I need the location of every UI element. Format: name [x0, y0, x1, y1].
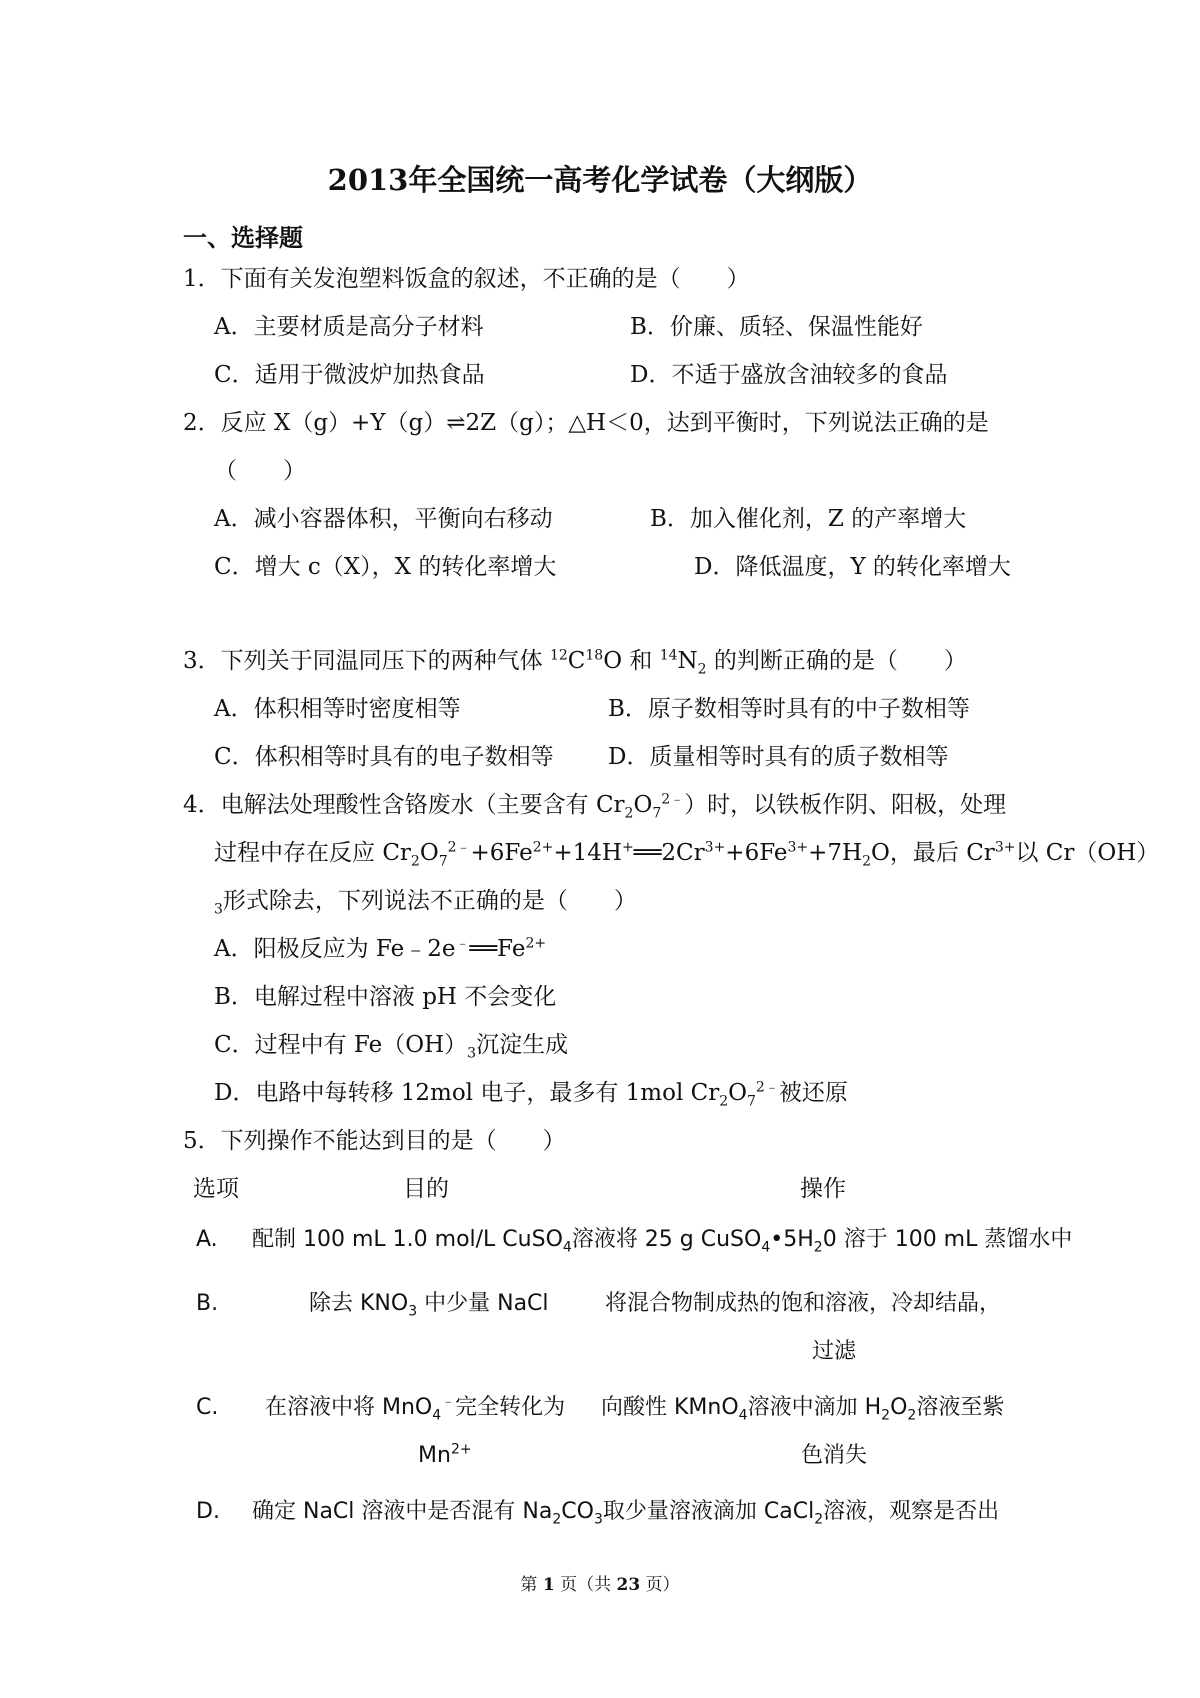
q1-option-a[interactable]: A．主要材质是高分子材料 [214, 314, 484, 340]
q4-option-c[interactable]: C．过程中有 $Fe(OH)_3$沉淀生成 [214, 1032, 569, 1062]
q2-option-a[interactable]: A．减小容器体积，平衡向右移动 [214, 506, 553, 532]
question-4-stem-line2: 过程中存在反应 $Cr_2O_7^{2﹣}+6Fe^{2+}+14H^+══2Cr^{3+}+6Fe^{3+}+7H_2O$，最后 $Cr^{3+}$以 Cr（OH） [214, 839, 1160, 870]
q1-option-c[interactable]: C．适用于微波炉加热食品 [214, 362, 485, 388]
question-2-stem: 2．反应 X（g）+Y（g）⇌2Z（g）；△H＜0，达到平衡时，下列说法正确的是 [183, 410, 989, 436]
row-c-operation-line2: 色消失 [801, 1443, 868, 1468]
question-2-bracket: （ ） [214, 458, 306, 484]
table-header-operation: 操作 [800, 1176, 846, 1202]
section-heading: 一、选择题 [183, 223, 303, 252]
row-c-purpose-line1: 在溶液中将 MnO$_4$﹣完全转化为 [265, 1393, 566, 1424]
q4-option-b[interactable]: B．电解过程中溶液 pH 不会变化 [214, 984, 557, 1010]
q2-option-d[interactable]: D．降低温度，Y 的转化率增大 [694, 554, 1011, 580]
row-b-operation-line1: 将混合物制成热的饱和溶液，冷却结晶， [605, 1291, 1002, 1316]
row-d-label: D. [196, 1499, 220, 1524]
question-4-stem-line3: $_3$形式除去，下列说法不正确的是（ ） [214, 888, 637, 918]
row-b-operation-line2: 过滤 [812, 1339, 857, 1364]
question-5-stem: 5．下列操作不能达到目的是（ ） [183, 1128, 566, 1154]
question-1-stem: 1．下面有关发泡塑料饭盒的叙述，不正确的是（ ） [183, 266, 750, 292]
table-header-option: 选项 [193, 1176, 239, 1202]
row-d-content: 确定 NaCl 溶液中是否混有 $Na_2CO_3$取少量溶液滴加 CaCl$_2$溶液，观察是否出 [252, 1499, 1000, 1528]
q2-option-c[interactable]: C．增大 c（X），X 的转化率增大 [214, 554, 557, 580]
q3-option-a[interactable]: A．体积相等时密度相等 [214, 696, 461, 722]
row-c-purpose-line2: $Mn^{2+}$ [418, 1441, 472, 1468]
q1-option-d[interactable]: D．不适于盛放含油较多的食品 [630, 362, 948, 388]
q3-option-c[interactable]: C．体积相等时具有的电子数相等 [214, 744, 554, 770]
q4-option-d[interactable]: D．电路中每转移 12mol 电子，最多有 1mol $Cr_2O_7^{2﹣}$被还原 [214, 1079, 848, 1110]
row-a-label: A. [196, 1227, 218, 1252]
page-footer: 第 1 页（共 23 页） [520, 1575, 680, 1595]
row-c-label: C. [196, 1395, 219, 1420]
q4-option-a[interactable]: A．阳极反应为 $Fe﹣2e^﹣══Fe^{2+}$ [214, 935, 547, 962]
page-title: 2013年全国统一高考化学试卷（大纲版） [327, 163, 873, 197]
row-b-purpose: 除去 $KNO_3$ 中少量 NaCl [309, 1291, 549, 1320]
question-3-stem: 3．下列关于同温同压下的两种气体 $^{12}C^{18}O$ 和 $^{14}N_2$ 的判断正确的是（ ） [183, 647, 967, 678]
q2-option-b[interactable]: B．加入催化剂，Z 的产率增大 [650, 506, 967, 532]
table-header-purpose: 目的 [403, 1176, 449, 1202]
row-a-content: 配制 100 mL 1.0 mol/L CuSO$_4$溶液将 25 g $CuSO_4•5H_20$ 溶于 100 mL 蒸馏水中 [252, 1227, 1073, 1256]
q3-option-b[interactable]: B．原子数相等时具有的中子数相等 [608, 696, 970, 722]
q1-option-b[interactable]: B．价廉、质轻、保温性能好 [630, 314, 923, 340]
row-b-label: B. [196, 1291, 219, 1316]
row-c-operation-line1: 向酸性 KMnO$_4$溶液中滴加 $H_2O_2$溶液至紫 [601, 1395, 1005, 1424]
question-4-stem-line1: 4．电解法处理酸性含铬废水（主要含有 $Cr_2O_7^{2﹣}$）时，以铁板作阴、阳极，处理 [183, 791, 1007, 822]
q3-option-d[interactable]: D．质量相等时具有的质子数相等 [608, 744, 949, 770]
